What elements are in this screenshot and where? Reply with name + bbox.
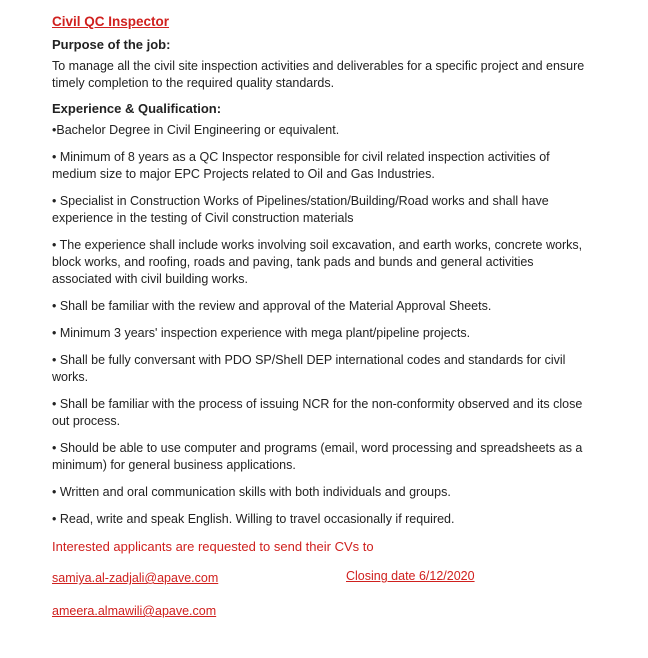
contact-row — [52, 569, 592, 589]
purpose-heading: Purpose of the job: — [52, 37, 171, 52]
qualification-item: • Minimum 3 years' inspection experience with mega plant/pipeline projects. — [52, 326, 471, 340]
qualification-item: • Read, write and speak English. Willing to travel occasionally if required. — [52, 512, 455, 526]
qualification-item: •Bachelor Degree in Civil Engineering or equivalent. — [52, 123, 340, 137]
email-link-ameera[interactable]: ameera.almawili@apave.com — [52, 604, 217, 618]
qualification-item: • Specialist in Construction Works of Pipelines/station/Building/Road works and shall have experience in the testing of Civil construction materials — [52, 194, 549, 225]
qualification-item: • Shall be fully conversant with PDO SP/Shell DEP international codes and standards for civil works. — [52, 353, 566, 384]
qualification-item: • Should be able to use computer and programs (email, word processing and spreadsheets as a minimum) for general business applications. — [52, 441, 583, 472]
qualification-item: • Shall be familiar with the review and approval of the Material Approval Sheets. — [52, 299, 492, 313]
purpose-text: To manage all the civil site inspection activities and deliverables for a specific project and ensure timely completion to the required quality standards. — [52, 59, 585, 90]
qualification-item: • The experience shall include works involving soil excavation, and earth works, concrete works, block works, and roofing, roads and paving, tank pads and bunds and general activities associated with civil building works. — [52, 238, 583, 286]
contact-row — [52, 602, 592, 622]
job-posting — [52, 14, 592, 635]
qualification-item: • Shall be familiar with the process of issuing NCR for the non-conformity observed and its close out process. — [52, 397, 583, 428]
closing-date: Closing date 6/12/2020 — [346, 569, 475, 583]
email-link-samiya[interactable]: samiya.al-zadjali@apave.com — [52, 571, 219, 585]
job-title: Civil QC Inspector — [52, 14, 170, 29]
application-instructions: Interested applicants are requested to send their CVs to — [52, 539, 374, 554]
qualification-item: • Minimum of 8 years as a QC Inspector responsible for civil related inspection activities of medium size to major EPC Projects related to Oil and Gas Industries. — [52, 150, 550, 181]
experience-heading: Experience & Qualification: — [52, 101, 222, 116]
qualification-item: • Written and oral communication skills with both individuals and groups. — [52, 485, 451, 499]
